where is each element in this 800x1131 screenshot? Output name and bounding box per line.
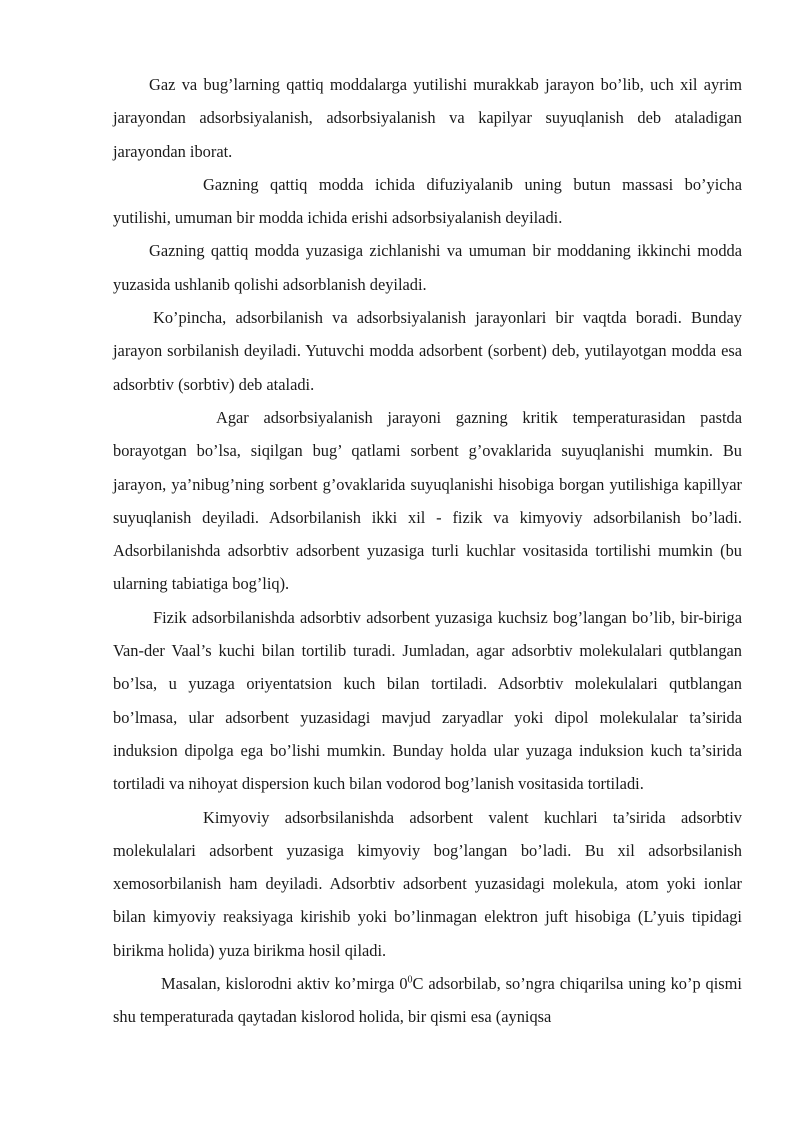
paragraph: Agar adsorbsiyalanish jarayoni gazning kritik temperaturasidan pastda borayotgan bo’lsa, siqilgan bug’ qatlami sorbent g’ovaklarida suyuqlanishi mumkin. Bu jarayon, ya’nibug’ning sorbent g’ovaklarida suyuqlanishi hisobiga borgan yutilishiga kapillyar suyuqlanish deyiladi. Adsorbilanish ikki xil - fizik va kimyoviy adsorbilanish bo’ladi. Adsorbilanishda adsorbtiv adsorbent yuzasiga turli kuchlar vositasida tortilishi mumkin (bu ularning tabiatiga bog’liq).	[113, 407, 742, 594]
paragraph-text-before: Masalan, kislorodni aktiv ko’mirga 0	[161, 974, 408, 994]
paragraph: Gaz va bug’larning qattiq moddalarga yutilishi murakkab jarayon bo’lib, uch xil ayrim jarayondan adsorbsiyalanish, adsorbsiyalanish va kapilyar suyuqlanish deb ataladigan jarayondan iborat.	[113, 75, 742, 161]
paragraph: Ko’pincha, adsorbilanish va adsorbsiyalanish jarayonlari bir vaqtda boradi. Bunday jarayon sorbilanish deyiladi. Yutuvchi modda adsorbent (sorbent) deb, yutilayotgan modda esa adsorbtiv (sorbtiv) deb ataladi.	[113, 308, 742, 394]
degree-superscript: 0	[407, 974, 413, 986]
paragraph: Fizik adsorbilanishda adsorbtiv adsorbent yuzasiga kuchsiz bog’langan bo’lib, bir-biriga Van-der Vaal’s kuchi bilan tortilib turadi. Jumladan, agar adsorbtiv molekulalari qutblangan bo’lsa, u yuzaga oriyentatsion kuch bilan tortiladi. Adsorbtiv molekulalari qutblangan bo’lmasa, ular adsorbent yuzasidagi mavjud zaryadlar yoki dipol molekulalar ta’sirida induksion dipolga ega bo’lishi mumkin. Bunday holda ular yuzaga induksion kuch ta’sirida tortiladi va nihoyat dispersion kuch bilan vodorod bog’lanish vositasida tortiladi.	[113, 607, 742, 794]
paragraph: Kimyoviy adsorbsilanishda adsorbent valent kuchlari ta’sirida adsorbtiv molekulalari adsorbent yuzasiga kimyoviy bog’langan bo’ladi. Bu xil adsorbsilanish xemosorbilanish ham deyiladi. Adsorbtiv adsorbent yuzasidagi molekula, atom yoki ionlar bilan kimyoviy reaksiyaga kirishib yoki bo’linmagan elektron juft hisobiga (L’yuis tipidagi birikma holida) yuza birikma hosil qiladi.	[113, 807, 742, 960]
paragraph: Gazning qattiq modda yuzasiga zichlanishi va umuman bir moddaning ikkinchi modda yuzasida ushlanib qolishi adsorblanish deyiladi.	[113, 241, 742, 294]
paragraph-text-after: C adsorbilab, so’ngra chiqarilsa uning ko’p qismi shu temperaturada qaytadan kislorod holida, bir qismi esa (ayniqsa	[113, 974, 742, 1027]
paragraph: Gazning qattiq modda ichida difuziyalanib uning butun massasi bo’yicha yutilishi, umuman bir modda ichida erishi adsorbsiyalanish deyiladi.	[113, 174, 742, 228]
paragraph-last	[113, 967, 742, 1034]
document-page	[113, 68, 742, 1034]
